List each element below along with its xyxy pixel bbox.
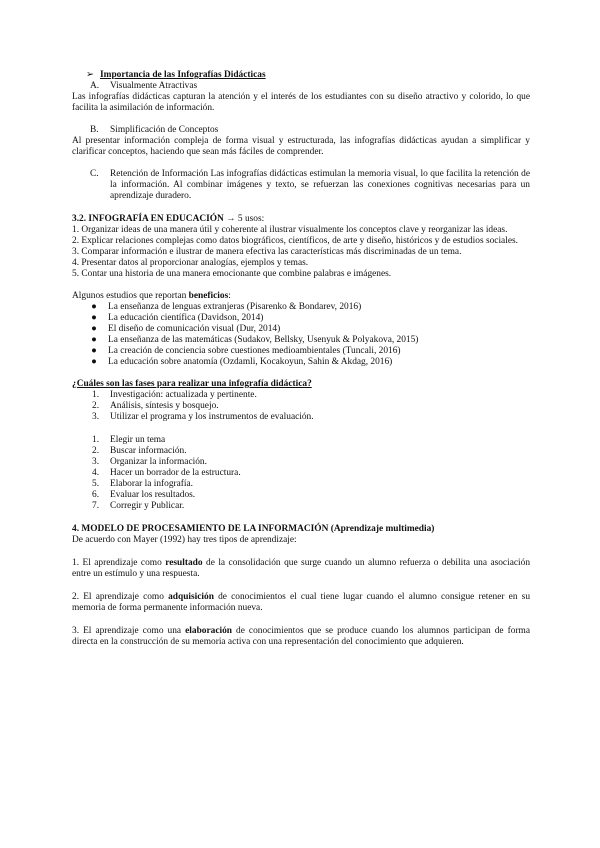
benefit-text: La enseñanza de las matemáticas (Sudakov, Bellsky, Usenyuk & Polyakova, 2015): [108, 335, 419, 345]
list-item: [72, 479, 530, 490]
p2-after: de conocimientos el cual tiene lugar cuando el alumno consigue retener en su memoria de forma permanente información nueva.: [72, 592, 531, 613]
bullet-icon: ●: [91, 357, 97, 367]
list-number: 5.: [92, 479, 100, 489]
benefit-text: La creación de conciencia sobre cuestiones medioambientales (Tuncali, 2016): [108, 346, 401, 356]
p1-before: 1. El aprendizaje como: [72, 558, 166, 568]
list-item: [72, 490, 530, 501]
subheading-b-title: Simplificación de Conceptos: [110, 125, 219, 135]
list-number: 6.: [92, 490, 100, 500]
list-item: [72, 346, 530, 357]
list-item: 4. Presentar datos al proporcionar analogías, ejemplos y temas.: [72, 258, 309, 268]
phases-list: [72, 390, 530, 423]
list-item: [72, 324, 530, 335]
list-item: [72, 401, 530, 412]
benefits-intro-text: Algunos estudios que reportan: [72, 291, 189, 301]
list-number: 7.: [92, 501, 100, 511]
paragraph-c: Retención de Información Las infografías didácticas estimulan la memoria visual, lo que facilita la retención de la información. Al combinar imágenes y texto, se refuerzan las conexiones cognitivas necesarias para un aprendizaje duradero.: [110, 169, 530, 201]
phase-text: Análisis, síntesis y bosquejo.: [110, 401, 219, 411]
bullet-icon: ●: [91, 302, 97, 312]
list-item: [72, 501, 530, 512]
list-number: 2.: [92, 401, 100, 411]
subheading-b: [72, 125, 530, 136]
arrowhead-bullet-icon: ➢: [86, 70, 94, 80]
paragraph-a: Las infografías didácticas capturan la atención y el interés de los estudiantes con su diseño atractivo y colorido, lo que facilita la asimilación de información.: [72, 92, 530, 113]
benefit-text: La educación científica (Davidson, 2014): [108, 313, 264, 323]
subheading-c: [72, 169, 530, 202]
list-item: [72, 435, 530, 446]
bullet-icon: ●: [91, 335, 97, 345]
list-number: 3.: [92, 412, 100, 422]
list-item: [72, 313, 530, 324]
list-item: [72, 457, 530, 468]
section-4-intro: De acuerdo con Mayer (1992) hay tres tipos de aprendizaje:: [72, 535, 297, 545]
bullet-icon: ●: [91, 346, 97, 356]
step-text: Hacer un borrador de la estructura.: [110, 468, 241, 478]
list-item: [72, 390, 530, 401]
list-item: [72, 446, 530, 457]
list-item: [72, 357, 530, 368]
list-item: 5. Contar una historia de una manera emocionante que combine palabras e imágenes.: [72, 269, 392, 279]
benefits-colon: :: [228, 291, 231, 301]
step-text: Evaluar los resultados.: [110, 490, 196, 500]
heading-4: 4. MODELO DE PROCESAMIENTO DE LA INFORMACIÓN (Aprendizaje multimedia): [72, 524, 435, 534]
subheading-a: [72, 81, 530, 92]
benefits-keyword: beneficios: [188, 291, 229, 301]
benefit-text: El diseño de comunicación visual (Dur, 2014): [108, 324, 281, 334]
list-item: 2. Explicar relaciones complejas como datos biográficos, científicos, de arte y diseño, históricos y de estudios sociales.: [72, 236, 518, 246]
paragraph-b: Al presentar información compleja de forma visual y estructurada, las infografías didácticas ayudan a simplificar y clarificar conceptos, haciendo que sean más fáciles de comprender.: [72, 136, 530, 157]
paragraph-resultado: [72, 558, 530, 580]
paragraph-adquisicion: [72, 592, 530, 614]
p1-keyword: resultado: [165, 558, 203, 568]
p3-after: de conocimientos que se produce cuando los alumnos participan de forma directa en la construcción de su memoria activa con una representación del conocimiento que adquieren.: [72, 626, 530, 647]
letter-c: C.: [90, 169, 99, 179]
letter-a: A.: [90, 81, 100, 91]
list-item: [72, 302, 530, 313]
phase-text: Investigación: actualizada y pertinente.: [110, 390, 257, 400]
step-text: Buscar información.: [110, 446, 187, 456]
heading-32-suffix: → 5 usos:: [226, 214, 265, 224]
bullet-icon: ●: [91, 313, 97, 323]
p1-after: de la consolidación que surge cuando un alumno refuerza o debilita una asociación entre un estímulo y una respuesta.: [72, 558, 531, 579]
list-item: [72, 335, 530, 346]
heading-fases: ¿Cuáles son las fases para realizar una infografía didáctica?: [72, 379, 312, 389]
p2-keyword: adquisición: [168, 592, 214, 602]
steps-list: [72, 435, 530, 512]
step-text: Corregir y Publicar.: [110, 501, 185, 511]
benefit-text: La educación sobre anatomía (Ozdamli, Kocakoyun, Sahin & Akdag, 2016): [108, 357, 393, 367]
benefit-text: La enseñanza de lenguas extranjeras (Pisarenko & Bondarev, 2016): [108, 302, 362, 312]
heading-32: 3.2. INFOGRAFÍA EN EDUCACIÓN: [72, 214, 224, 224]
subheading-a-title: Visualmente Atractivas: [110, 81, 198, 91]
p3-keyword: elaboración: [185, 626, 232, 636]
step-text: Elegir un tema: [110, 435, 166, 445]
list-number: 1.: [92, 435, 100, 445]
list-item: 1. Organizar ideas de una manera útil y coherente al ilustrar visualmente los conceptos clave y reorganizar las ideas.: [72, 225, 508, 235]
step-text: Organizar la información.: [110, 457, 207, 467]
list-number: 2.: [92, 446, 100, 456]
step-text: Elaborar la infografía.: [110, 479, 194, 489]
section-heading-importancia: [72, 70, 530, 81]
bullet-icon: ●: [91, 324, 97, 334]
p2-before: 2. El aprendizaje como: [72, 592, 169, 602]
list-number: 3.: [92, 457, 100, 467]
benefits-intro: [72, 291, 530, 302]
list-item: [72, 468, 530, 479]
p3-before: 3. El aprendizaje como una: [72, 626, 186, 636]
list-item: [72, 412, 530, 423]
heading-importancia: Importancia de las Infografías Didácticas: [100, 70, 266, 80]
paragraph-elaboracion: [72, 626, 530, 648]
list-item: 3. Comparar información e ilustrar de manera efectiva las características más discriminadas de un tema.: [72, 247, 462, 257]
section-heading-32: [72, 214, 530, 225]
list-number: 4.: [92, 468, 100, 478]
phase-text: Utilizar el programa y los instrumentos de evaluación.: [110, 412, 314, 422]
letter-b: B.: [90, 125, 99, 135]
benefits-list: [72, 302, 530, 368]
uses-list: [72, 225, 530, 280]
list-number: 1.: [92, 390, 100, 400]
